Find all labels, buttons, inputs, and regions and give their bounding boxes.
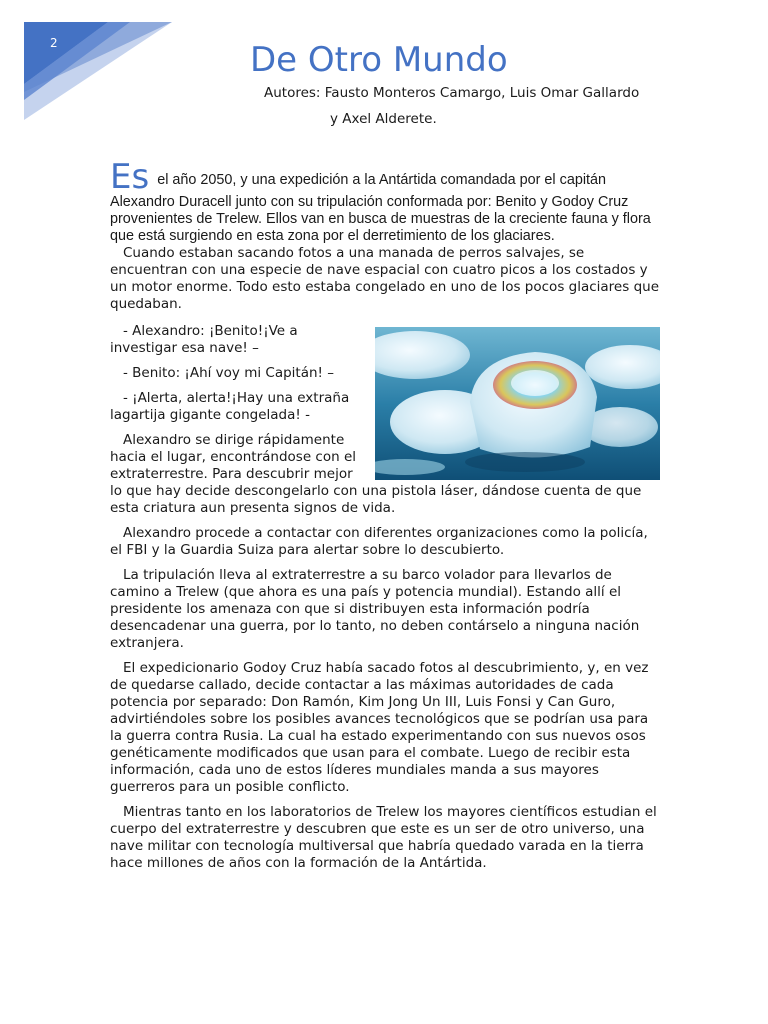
glacier-spaceship-image — [375, 327, 660, 480]
authors-line-1: Autores: Fausto Monteros Camargo, Luis Omar Gallardo — [264, 85, 640, 101]
paragraph-4: La tripulación lleva al extraterrestre a su barco volador para llevarlos de camino a Trelew (que ahora es una país y potencia mundial). Estando allí el presidente los amenaza con que si distribuyen esta información podría desencadenar una guerra, por lo tanto, no deben contárselo a ninguna nación extranjera. — [110, 567, 640, 651]
lead-paragraph — [110, 157, 660, 245]
lead-text: el año 2050, y una expedición a la Antártida comandada por el capitán Alexandro Duracell junto con su tripulación conformada por: Benito y Godoy Cruz provenientes de Trelew. Ellos van en busca de muestras de la creciente fauna y flora que está surgiendo en esta zona por el derretimiento de los glaciares. — [110, 172, 651, 244]
dialogue-alert: - ¡Alerta, alerta!¡Hay una extraña lagartija gigante congelada! - — [110, 390, 350, 423]
authors — [264, 80, 639, 132]
dialogue-alexandro: - Alexandro: ¡Benito!¡Ve a investigar esa nave! – — [110, 323, 298, 356]
dropcap: Es — [110, 157, 150, 197]
authors-line-2: y Axel Alderete. — [330, 111, 437, 127]
paragraph-5: El expedicionario Godoy Cruz había sacado fotos al descubrimiento, y, en vez de quedarse callado, decide contactar a las máximas autoridades de cada potencia por separado: Don Ramón, Kim Jong Un III, Luis Fonsi y Can Guro, advirtiéndoles sobre los posibles avances tecnológicos que se podrían usa para la guerra contra Rusia. La cual ha estado experimentando con sus nuevos osos genéticamente modificados que usan para el combate. Luego de recibir esta información, cada uno de estos líderes mundiales manda a sus mayores guerreros para un posible conflicto. — [110, 660, 649, 795]
corner-decoration — [0, 0, 180, 130]
page-title: De Otro Mundo — [250, 40, 508, 80]
story-body — [110, 157, 660, 880]
dialogue-benito: - Benito: ¡Ahí voy mi Capitán! – — [123, 365, 334, 381]
paragraph-2: Alexandro se dirige rápidamente hacia el lugar, encontrándose con el extraterrestre. Para descubrir mejor lo que hay decide descongelarlo con una pistola láser, dándose cuenta de que esta criatura aun presenta signos de vida. — [110, 432, 642, 516]
paragraph-6: Mientras tanto en los laboratorios de Trelew los mayores científicos estudian el cuerpo del extraterrestre y descubren que este es un ser de otro universo, una nave militar con tecnología multiversal que habría quedado varada en la tierra hace millones de años con la formación de la Antártida. — [110, 804, 657, 871]
paragraph-3: Alexandro procede a contactar con diferentes organizaciones como la policía, el FBI y la Guardia Suiza para alertar sobre lo descubierto. — [110, 525, 648, 558]
page-number: 2 — [50, 36, 58, 50]
paragraph-1: Cuando estaban sacando fotos a una manada de perros salvajes, se encuentran con una especie de nave espacial con cuatro picos a los costados y un motor enorme. Todo esto estaba congelado en uno de los pocos glaciares que quedaban. — [110, 245, 659, 312]
